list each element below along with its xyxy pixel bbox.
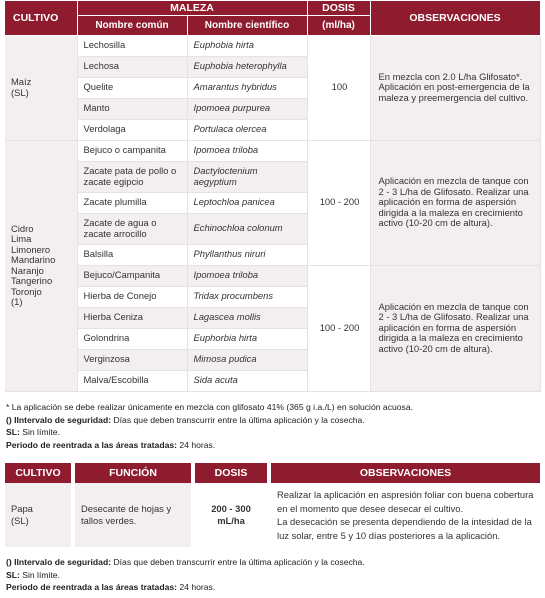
weed-common-name: Manto	[77, 98, 187, 119]
header-dosis: DOSIS	[193, 463, 269, 483]
reentry-note: Periodo de reentrada a las áreas tratadas: 24 horas.	[6, 439, 216, 450]
weed-scientific-name: Mimosa pudica	[187, 349, 307, 370]
crop-name: Mandarino	[11, 254, 56, 265]
crop-cell	[5, 35, 77, 140]
weed-scientific-name: Amarantus hybridus	[187, 77, 307, 98]
safety-interval-note: () IIntervalo de seguridad: Días que deben transcurrir entre la última aplicación y la cosecha.	[6, 414, 365, 425]
desiccant-table	[5, 463, 540, 547]
dose-value: 100 - 200	[307, 265, 370, 391]
weed-scientific-name: Lagascea mollis	[187, 307, 307, 328]
weed-common-name: Verdolaga	[77, 119, 187, 140]
weed-scientific-name: Euphobia heterophylla	[187, 56, 307, 77]
weed-scientific-name: Phyllanthus niruri	[187, 244, 307, 265]
header-observaciones: OBSERVACIONES	[269, 463, 540, 483]
observation-text: En mezcla con 2.0 L/ha Glifosato*. Aplicación en post-emergencia de la maleza y preemergencia del cultivo.	[370, 35, 540, 140]
table2-notes	[6, 556, 365, 594]
header-dosis: DOSIS	[307, 1, 370, 15]
weed-common-name: Hierba de Conejo	[77, 286, 187, 307]
crop-name: Cidro	[11, 222, 34, 234]
crop-note: (1)	[11, 296, 23, 307]
crop-name: Papa	[11, 503, 33, 514]
weed-common-name: Zacate plumilla	[77, 192, 187, 213]
weed-common-name: Zacate de agua o zacate arrocillo	[77, 213, 187, 244]
observation-text: Realizar la aplicación en aspresión foliar con buena cobertura en el momento que desee desecar el cultivo. La desecación se presenta dependiendo de la intesidad de la luz solar, entre 5 y 10 días posteriores a la aplicación.	[269, 483, 540, 547]
observation-text: Aplicación en mezcla de tanque con 2 - 3 L/ha de Glifosato. Realizar una aplicación en forma de aspersión dirigida a la maleza en crecimiento activo (10-20 cm de altura).	[370, 265, 540, 391]
header-observaciones: OBSERVACIONES	[370, 1, 540, 35]
weed-common-name: Hierba Ceniza	[77, 307, 187, 328]
weed-common-name: Bejuco o campanita	[77, 140, 187, 161]
weed-common-name: Lechosilla	[77, 35, 187, 56]
weed-scientific-name: Dactyloctenium aegyptium	[187, 161, 307, 192]
header-nombre-comun: Nombre común	[77, 15, 187, 35]
dose-value: 100 - 200	[307, 140, 370, 265]
weed-scientific-name: Tridax procumbens	[187, 286, 307, 307]
weed-common-name: Golondrina	[77, 328, 187, 349]
header-funcion: FUNCIÓN	[73, 463, 193, 483]
function-text: Desecante de hojas y tallos verdes.	[73, 483, 193, 547]
weed-common-name: Malva/Escobilla	[77, 370, 187, 391]
dose-value: 200 - 300 mL/ha	[193, 483, 269, 547]
header-nombre-cientifico: Nombre científico	[187, 15, 307, 35]
weed-scientific-name: Ipomoea purpurea	[187, 98, 307, 119]
weed-scientific-name: Euphobia hirta	[187, 35, 307, 56]
crop-name: Naranjo	[11, 264, 44, 276]
crop-cell	[5, 483, 73, 547]
weed-scientific-name: Ipomoea triloba	[187, 265, 307, 286]
dose-value: 100	[307, 35, 370, 140]
weed-common-name: Bejuco/Campanita	[77, 265, 187, 286]
weed-common-name: Quelite	[77, 77, 187, 98]
asterisk-note: * La aplicación se debe realizar únicamente en mezcla con glifosato 41% (365 g i.a./L) en solución acuosa.	[6, 402, 414, 412]
weed-common-name: Verginzosa	[77, 349, 187, 370]
crop-name: Toronjo	[11, 285, 42, 297]
crop-note: (SL)	[11, 515, 29, 526]
weed-scientific-name: Ipomoea triloba	[187, 140, 307, 161]
sl-note: SL: Sin límite.	[6, 569, 60, 580]
weed-scientific-name: Echinochloa colonum	[187, 213, 307, 244]
header-dosis-unit: (ml/ha)	[307, 15, 370, 35]
weed-common-name: Balsilla	[77, 244, 187, 265]
header-maleza: MALEZA	[77, 1, 307, 15]
header-cultivo: CULTIVO	[5, 463, 73, 483]
weed-scientific-name: Portulaca olercea	[187, 119, 307, 140]
weed-scientific-name: Sida acuta	[187, 370, 307, 391]
weed-scientific-name: Leptochloa panicea	[187, 192, 307, 213]
observation-text: Aplicación en mezcla de tanque con 2 - 3 L/ha de Glifosato. Realizar una aplicación en forma de aspersión dirigida a la maleza en crecimiento activo (10-20 cm de altura).	[370, 140, 540, 265]
crop-name: Limonero	[11, 243, 51, 255]
crop-cell	[5, 140, 77, 391]
weed-scientific-name: Euphorbia hirta	[187, 328, 307, 349]
weed-control-table	[5, 1, 541, 392]
crop-note: (SL)	[11, 86, 29, 98]
safety-interval-note: () IIntervalo de seguridad: Días que deben transcurrir entre la última aplicación y la cosecha.	[6, 557, 365, 567]
weed-common-name: Lechosa	[77, 56, 187, 77]
sl-note: SL: Sin límite.	[6, 427, 60, 437]
table1-notes	[6, 401, 413, 451]
reentry-note: Periodo de reentrada a las áreas tratadas: 24 horas.	[6, 582, 216, 592]
crop-name: Maíz	[11, 76, 32, 87]
crop-name: Tangerino	[11, 275, 53, 286]
crop-name: Lima	[11, 233, 32, 244]
weed-common-name: Zacate pata de pollo o zacate egipcio	[77, 161, 187, 192]
header-cultivo: CULTIVO	[5, 1, 77, 35]
